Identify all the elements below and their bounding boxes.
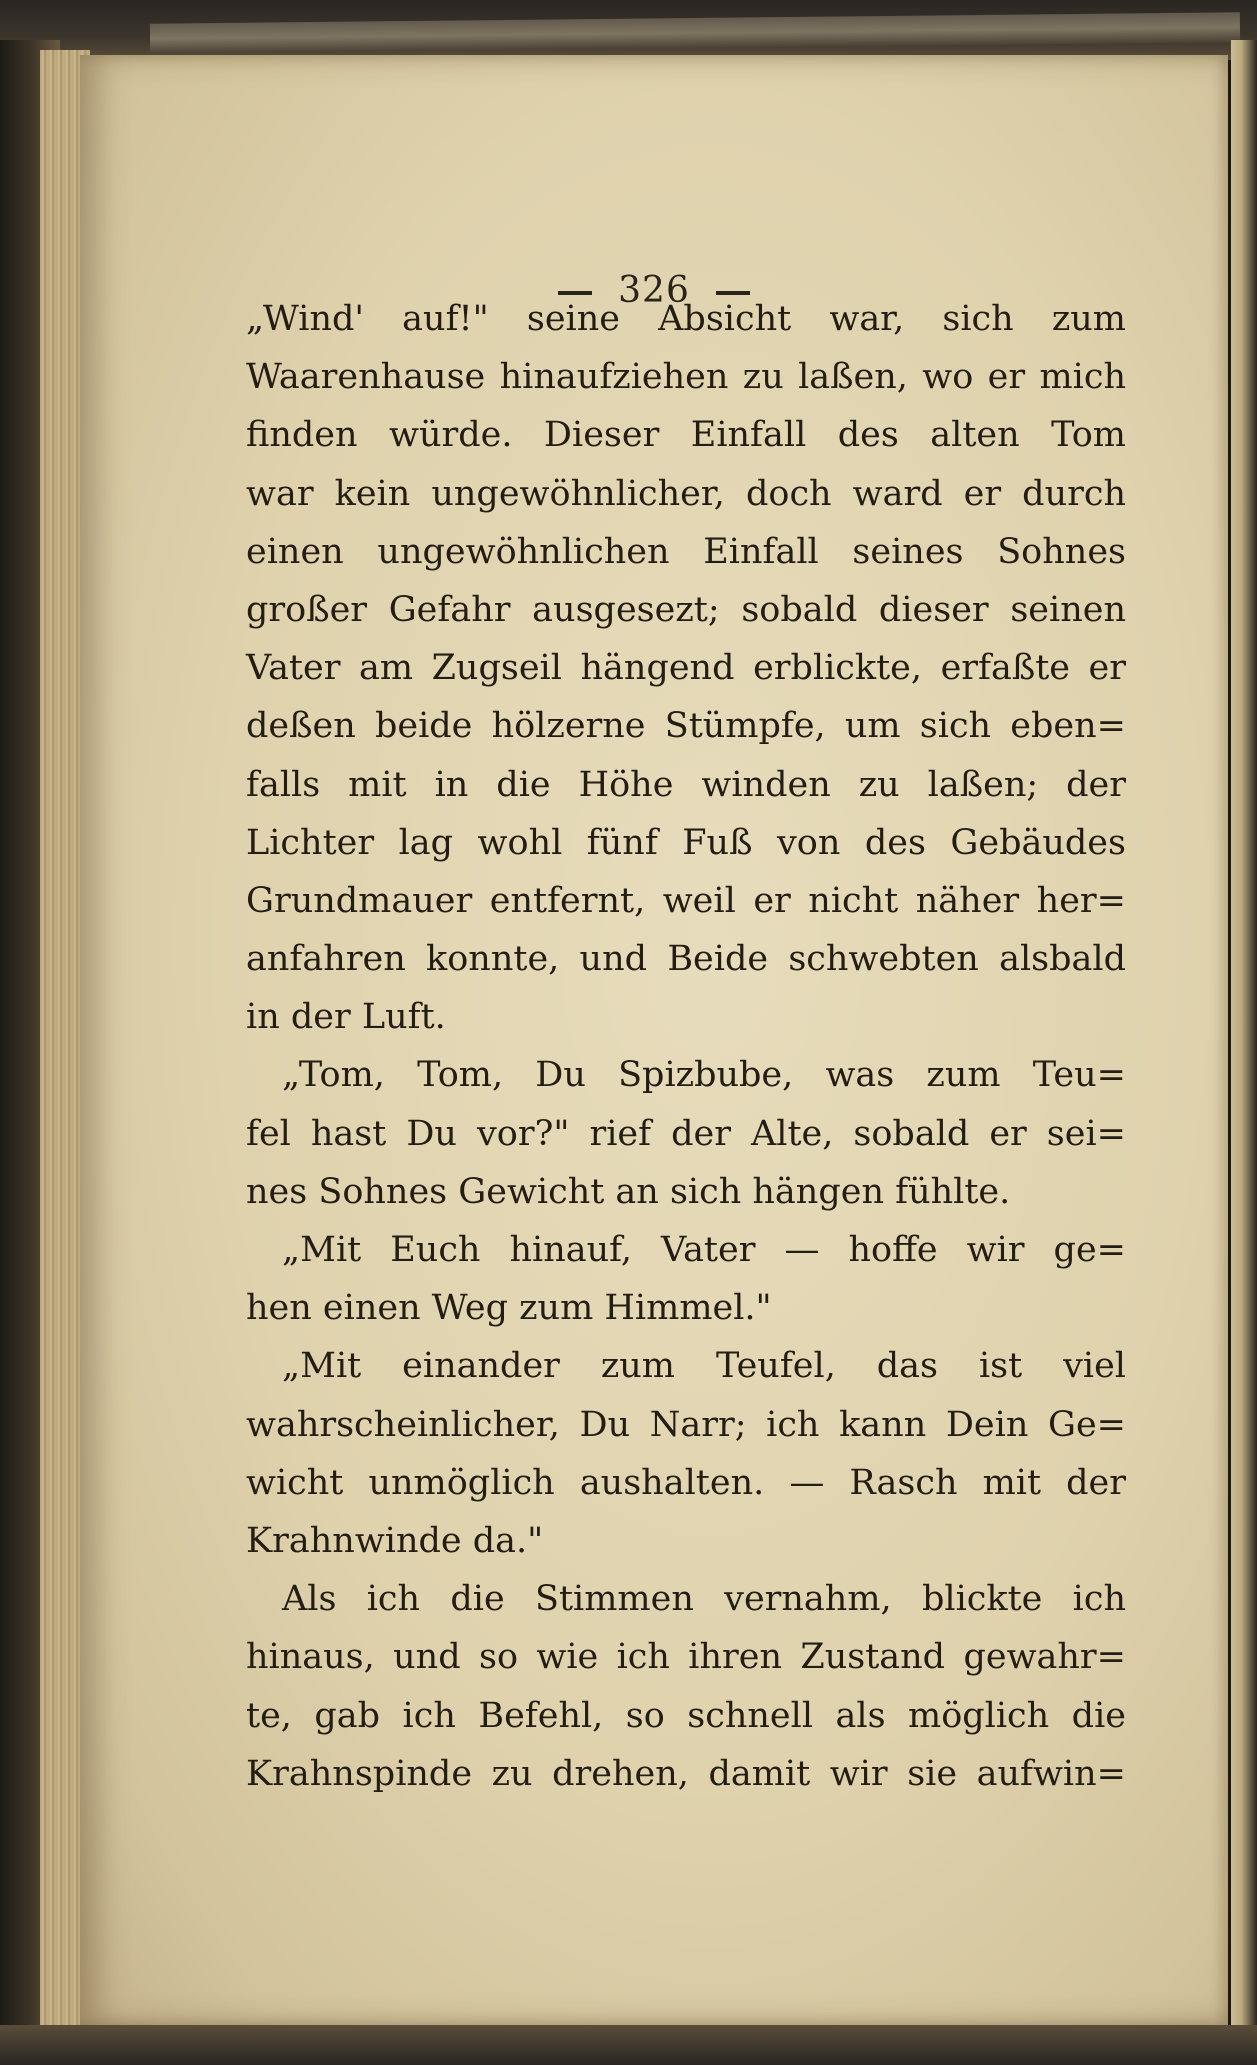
text-line: war kein ungewöhnlicher, doch ward er durch: [246, 473, 1126, 514]
text-line: deßen beide hölzerne Stümpfe, um sich eben=: [246, 706, 1126, 747]
body-text: [246, 290, 1126, 1803]
right-page-edge: [1231, 40, 1257, 2040]
text-line: „Mit einander zum Teufel, das ist viel: [282, 1346, 1126, 1387]
text-line: Vater am Zugseil hängend erblickte, erfaßte er: [246, 648, 1126, 689]
text-line: anfahren konnte, und Beide schwebten alsbald: [246, 939, 1126, 980]
text-line: „Mit Euch hinauf, Vater — hoffe wir ge=: [282, 1230, 1126, 1270]
text-line: in der Luft.: [246, 997, 446, 1038]
text-line: Als ich die Stimmen vernahm, blickte ich: [282, 1579, 1126, 1620]
page-number-text: 326: [618, 270, 690, 311]
text-line: finden würde. Dieser Einfall des alten Tom: [246, 415, 1126, 456]
text-line: „Wind' auf!" seine Absicht war, sich zum: [246, 299, 1126, 339]
text-line: fel hast Du vor?" rief der Alte, sobald er sei=: [246, 1113, 1126, 1154]
bottom-edge: [0, 2025, 1257, 2065]
text-line: „Tom, Tom, Du Spizbube, was zum Teu=: [282, 1055, 1126, 1096]
text-line: te, gab ich Befehl, so schnell als möglich die: [246, 1695, 1126, 1736]
text-line: Lichter lag wohl fünf Fuß von des Gebäudes: [246, 822, 1126, 863]
text-line: großer Gefahr ausgesezt; sobald dieser seinen: [246, 589, 1126, 630]
text-line: Grundmauer entfernt, weil er nicht näher her=: [246, 880, 1126, 921]
text-line: falls mit in die Höhe winden zu laßen; der: [246, 764, 1126, 805]
text-line: wahrscheinlicher, Du Narr; ich kann Dein Ge=: [246, 1404, 1126, 1445]
text-line: nes Sohnes Gewicht an sich hängen fühlte.: [246, 1171, 1011, 1212]
text-line: wicht unmöglich aushalten. — Rasch mit der: [246, 1462, 1126, 1503]
text-line: einen ungewöhnlichen Einfall seines Sohnes: [246, 531, 1126, 572]
text-line: hen einen Weg zum Himmel.": [246, 1288, 772, 1329]
text-line: Waarenhause hinaufziehen zu laßen, wo er mich: [246, 357, 1126, 398]
text-line: hinaus, und so wie ich ihren Zustand gewahr=: [246, 1637, 1126, 1678]
text-line: Krahnspinde zu drehen, damit wir sie aufwin=: [246, 1753, 1126, 1794]
text-line: Krahnwinde da.": [246, 1520, 544, 1561]
